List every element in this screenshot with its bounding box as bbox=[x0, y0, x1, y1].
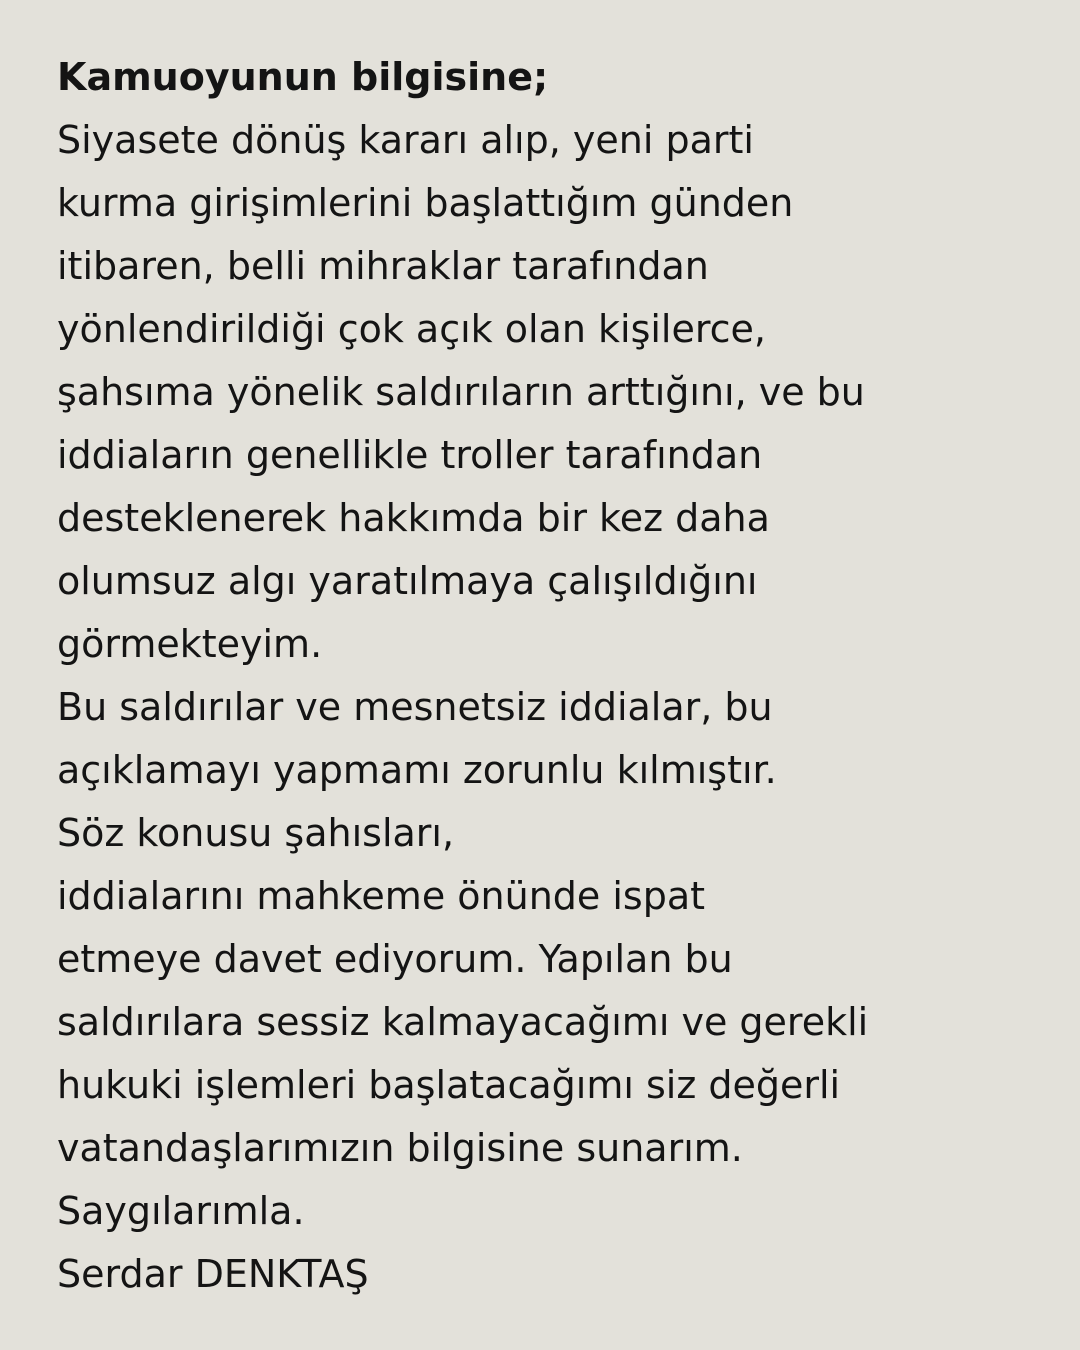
statement-line: şahsıma yönelik saldırıların arttığını, ve bu bbox=[57, 370, 865, 414]
statement-line: Söz konusu şahısları, bbox=[57, 811, 455, 855]
statement-line: görmekteyim. bbox=[57, 622, 323, 666]
statement-line: saldırılara sessiz kalmayacağımı ve gerekli bbox=[57, 1000, 869, 1044]
statement-line: olumsuz algı yaratılmaya çalışıldığını bbox=[57, 559, 758, 603]
statement-line: itibaren, belli mihraklar tarafından bbox=[57, 244, 709, 288]
statement-line: vatandaşlarımızın bilgisine sunarım. bbox=[57, 1126, 743, 1170]
statement-line: iddialarını mahkeme önünde ispat bbox=[57, 874, 706, 918]
statement-line: açıklamayı yapmamı zorunlu kılmıştır. bbox=[57, 748, 777, 792]
statement-line: hukuki işlemleri başlatacağımı siz değerli bbox=[57, 1063, 841, 1107]
statement-heading: Kamuoyunun bilgisine; bbox=[57, 55, 549, 99]
statement-line: desteklenerek hakkımda bir kez daha bbox=[57, 496, 770, 540]
statement-line: etmeye davet ediyorum. Yapılan bu bbox=[57, 937, 733, 981]
public-statement bbox=[57, 46, 1057, 1306]
statement-line: kurma girişimlerini başlattığım günden bbox=[57, 181, 794, 225]
statement-line: iddiaların genellikle troller tarafından bbox=[57, 433, 763, 477]
statement-line: Bu saldırılar ve mesnetsiz iddialar, bu bbox=[57, 685, 773, 729]
statement-line: yönlendirildiği çok açık olan kişilerce, bbox=[57, 307, 766, 351]
statement-line: Siyasete dönüş kararı alıp, yeni parti bbox=[57, 118, 754, 162]
signature: Serdar DENKTAŞ bbox=[57, 1252, 369, 1296]
closing-line: Saygılarımla. bbox=[57, 1189, 305, 1233]
